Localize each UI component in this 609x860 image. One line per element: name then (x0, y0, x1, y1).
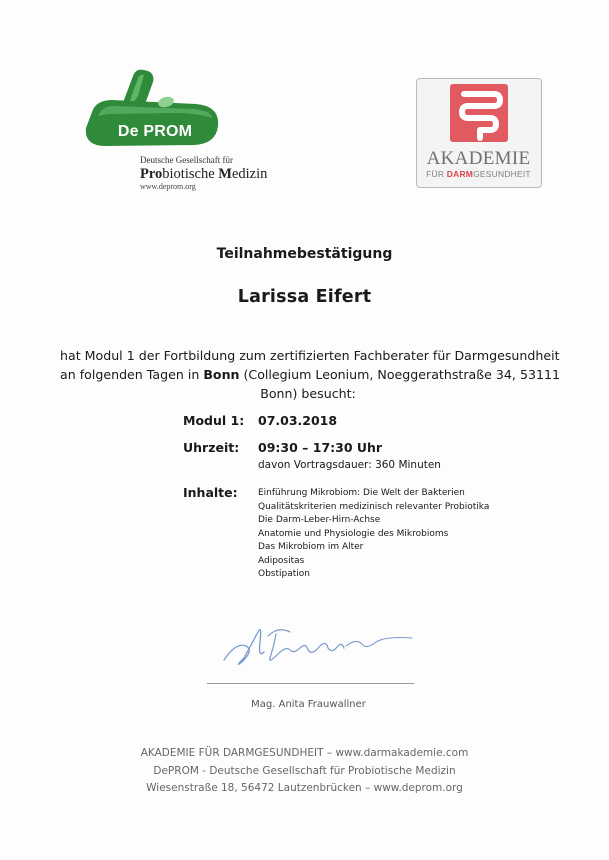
deprom-name-rest: biotische (162, 166, 219, 182)
akademie-subtitle (417, 169, 540, 179)
certificate-title: Teilnahmebestätigung (216, 246, 393, 262)
contents-label: Inhalte: (183, 485, 238, 500)
signer-name: Mag. Anita Frauwallner (251, 699, 366, 710)
intro-line-3: Bonn) besucht: (260, 386, 356, 401)
footer-line-1: AKADEMIE FÜR DARMGESUNDHEIT – www.darmakademie.com (140, 747, 469, 759)
deprom-society-block (140, 155, 300, 192)
list-item: Das Mikrobiom im Alter (258, 542, 364, 552)
deprom-name-bold-2: M (218, 166, 232, 182)
list-item: Adipositas (258, 555, 305, 566)
signature-line (207, 683, 414, 684)
list-item: Anatomie und Physiologie des Mikrobioms (258, 528, 449, 539)
deprom-name (140, 166, 300, 182)
akademie-sub-highlight: DARM (446, 169, 474, 179)
akademie-sub-prefix: FÜR (426, 169, 447, 179)
intestine-icon (450, 84, 508, 142)
footer-line-2: DePROM - Deutsche Gesellschaft für Probiotische Medizin (153, 764, 456, 777)
deprom-name-bold: Pro (140, 166, 163, 182)
intro-line-1: hat Modul 1 der Fortbildung zum zertifizierten Fachberater für Darmgesundheit (60, 348, 560, 363)
list-item: Obstipation (258, 569, 310, 579)
intro-paragraph (60, 346, 561, 403)
module-label: Modul 1: (183, 413, 245, 428)
list-item: Die Darm-Leber-Hirn-Achse (258, 515, 381, 525)
deprom-badge-text: De PROM (117, 123, 193, 140)
intro-city: Bonn (203, 367, 240, 382)
footer (0, 745, 609, 798)
time-label: Uhrzeit: (183, 440, 240, 455)
module-date: 07.03.2018 (258, 413, 338, 428)
deprom-capsule-icon (78, 66, 278, 156)
time-value: 09:30 – 17:30 Uhr (258, 440, 383, 455)
deprom-name-rest-2: edizin (231, 166, 268, 182)
duration-note: davon Vortragsdauer: 360 Minuten (258, 459, 441, 471)
list-item: Einführung Mikrobiom: Die Welt der Bakterien (258, 488, 465, 498)
akademie-logo (416, 78, 542, 188)
contents-list (258, 487, 489, 582)
intro-line-2-prefix: an folgenden Tagen in (60, 367, 204, 382)
list-item: Qualitätskriterien medizinisch relevanter Probiotika (258, 501, 490, 512)
intro-line-2-suffix: (Collegium Leonium, Noeggerathstraße 34, 53111 (239, 367, 561, 382)
handwritten-signature (216, 612, 416, 672)
participant-name: Larissa Eifert (237, 287, 372, 307)
footer-line-3: Wiesenstraße 18, 56472 Lautzenbrücken – www.deprom.org (146, 782, 463, 794)
deprom-society: Deutsche Gesellschaft für (140, 155, 233, 165)
deprom-logo (78, 66, 278, 196)
deprom-url: www.deprom.org (140, 182, 196, 191)
akademie-sub-suffix: GESUNDHEIT (473, 169, 531, 179)
akademie-title: AKADEMIE (426, 148, 531, 169)
intro-line-2 (60, 365, 561, 384)
